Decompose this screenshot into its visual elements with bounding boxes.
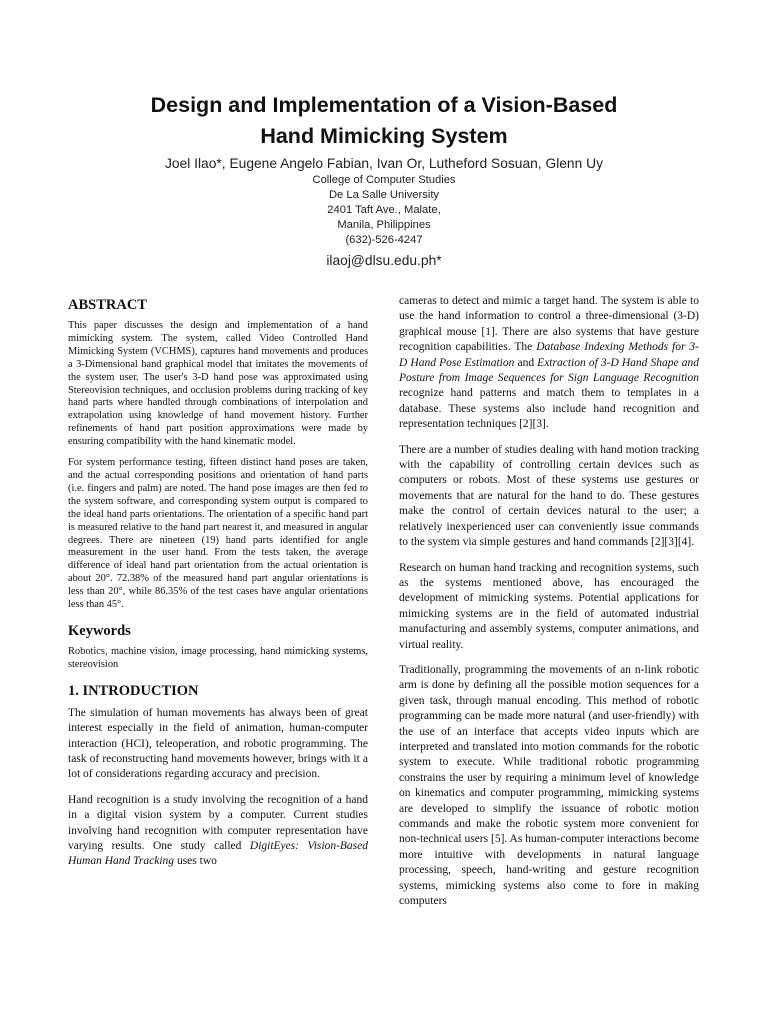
text-run: recognize hand patterns and match them to templates in a database. These systems also include hand recognition and representation techniques [2][3]. [399,387,699,431]
author-list: Joel Ilao*, Eugene Angelo Fabian, Ivan Or, Lutheford Sosuan, Glenn Uy [165,156,603,171]
affiliation-block [0,173,768,248]
intro-paragraph [68,793,368,870]
affiliation-line: Manila, Philippines [337,219,431,231]
abstract-paragraph: This paper discusses the design and implementation of a hand mimicking system. The system, called Video Controlled Hand Mimicking System (VCHMS), captures hand movements and produces a 3-Dimensional hand graphical model that imitates the movements of the system user. The user's 3-D hand pose was approximated using Stereovision techniques, and occlusion problems during tracking of key hand parts where handled through combinations of interpolation and extrapolation using knowledge of hand movement history. Further refinements of hand part position approximations were made by ensuring compatibility with the hand kinematic model. [68,320,368,448]
abstract-paragraph: For system performance testing, fifteen distinct hand poses are taken, and the actual corresponding positions and orientation of hand parts (i.e. fingers and palm) are noted. The hand pose images are then fed to the system software, and corresponding system output is compared to the ideal hand parts orientations. The orientation of a specific hand part is measured relative to the hand part nearest it, and measured in angular degrees. There are nineteen (19) hand parts identified for angle measurement in the user hand. From the tests taken, the average difference of ideal hand part orientation from the actual orientation is about 20°. 72.38% of the measured hand part angular orientations is less than 20°, while 86.35% of the test cases have angular orientations less than 45°. [68,457,368,611]
text-run: uses two [174,855,217,868]
affiliation-line: De La Salle University [328,189,440,201]
affiliation-line: 2401 Taft Ave., Malate, [327,204,441,216]
paper-title [0,90,768,152]
text-run: Hand recognition is a study involving the recognition of a hand in a digital vision system by a computer. Current studies involving hand recognition with computer representation have varying results. One study called [68,793,368,852]
body-paragraph: There are a number of studies dealing with hand motion tracking with the capability of controlling certain devices such as computers or robots. Most of these systems use gestures or movements that are natural for the hand to do. These gestures make the control of certain devices natural to the user; a relatively inexperienced user can conveniently issue commands to the system via simple gestures and hand commands [2][3][4]. [399,443,699,549]
cited-title: DigitEyes: Vision-Based Human Hand Tracking [68,840,369,868]
affiliation-line: College of Computer Studies [312,174,456,186]
cited-title: Extraction of 3-D Hand Shape and Posture from Image Sequences for Sign Language Recognition [399,356,699,385]
title-line-1: Design and Implementation of a Vision-Based [150,93,618,117]
left-column [68,294,368,880]
keywords-heading: Keywords [68,622,131,639]
text-run: and [514,356,538,369]
right-column [399,294,699,919]
abstract-heading: ABSTRACT [68,297,147,313]
paper-header [0,90,768,271]
body-paragraph: Research on human hand tracking and recognition systems, such as the systems mentioned above, has encouraged the development of mimicking systems. Potential applications for mimicking systems are in the field of automated industrial manufacturing and assembly systems, computer animations, and virtual reality. [399,561,699,651]
cited-title: Database Indexing Methods for 3-D Hand Pose Estimation [399,341,699,369]
text-run: cameras to detect and mimic a target hand. The system is able to use the hand information to control a three-dimensional (3-D) graphical mouse [1]. There are also systems that have gesture recognition capabilities. The [399,295,699,354]
body-paragraph [399,294,699,433]
introduction-heading: 1. INTRODUCTION [68,682,199,699]
body-paragraph: Traditionally, programming the movements of an n-link robotic arm is done by defining all the possible motion sequences for a given task, through manual encoding. This method of robotic programming can be made more natural (and user-friendly) with the use of an interface that accepts video inputs which are interpreted and translated into motion commands for the robotic system to execute. While traditional robotic programming constrains the user by requiring a minimum level of knowledge on kinematics and computer programming, mimicking systems are developed to simplify the issuance of robotic motion commands and make the robotic system more convenient for non-technical users [5]. As human-computer interactions become more intuitive with developments in natural language processing, speech, hand-writing and gesture recognition systems, mimicking systems also come to fore in making computers [399,663,699,908]
affiliation-line: (632)-526-4247 [345,234,423,246]
intro-paragraph: The simulation of human movements has always been of great interest especially in the field of animation, human-computer interaction (HCI), teleoperation, and robotic programming. The task of reconstructing hand movements however, brings with it a lot of considerations regarding accuracy and precision. [68,706,368,781]
author-email: ilaoj@dlsu.edu.ph* [326,253,442,268]
keywords-text: Robotics, machine vision, image processing, hand mimicking systems, stereovision [68,645,368,670]
title-line-2: Hand Mimicking System [260,124,508,148]
